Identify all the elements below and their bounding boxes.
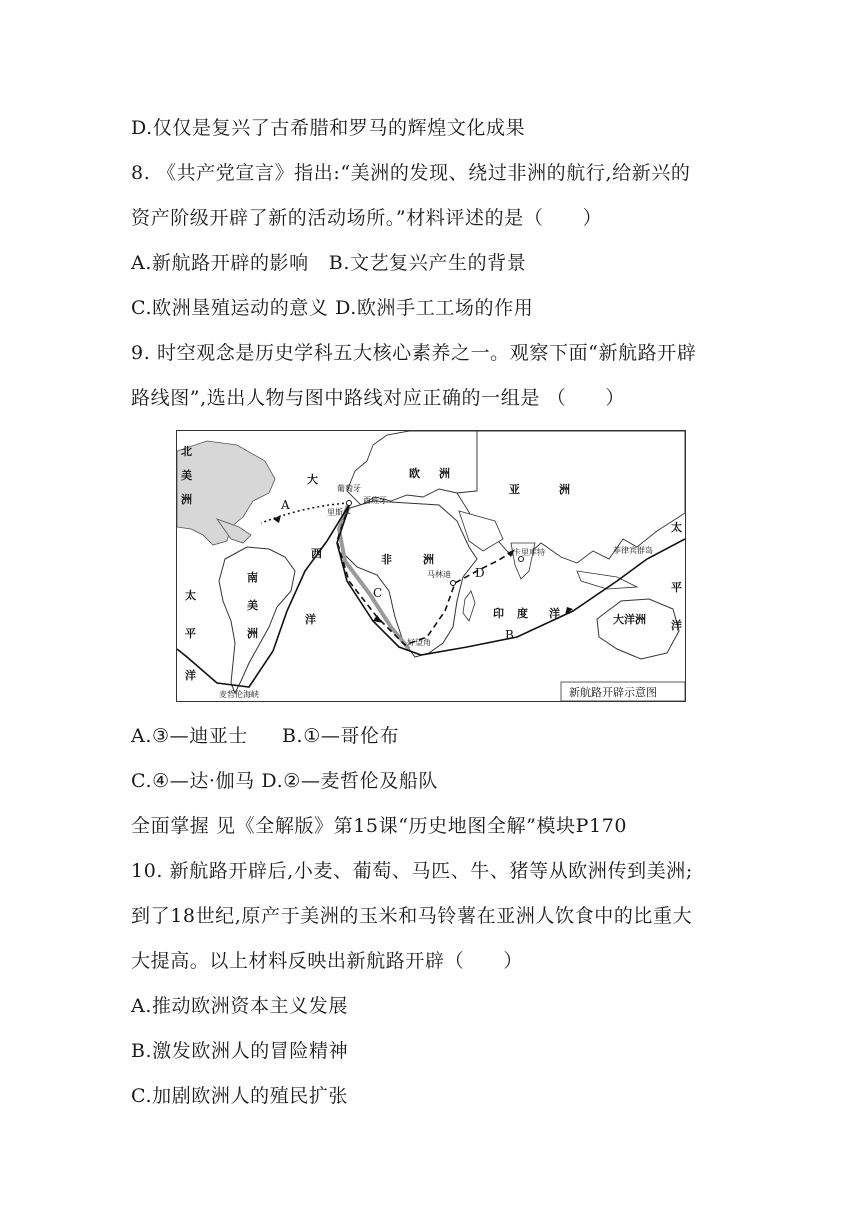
label-atlantic-1: 大 [307,473,318,486]
label-pacific-west-1: 太 [185,589,196,602]
question-8-options-cd: C.欧洲垦殖运动的意义 D.欧洲手工工场的作用 [131,297,534,319]
label-route-c: C [373,586,383,600]
route-map-figure [176,430,686,702]
label-atlantic-3: 洋 [305,613,316,626]
lisbon-marker [347,501,352,506]
label-europe-2: 洲 [439,467,450,480]
label-pacific-west-2: 平 [185,627,196,640]
label-malindi: 马林迪 [427,570,451,579]
label-magellan-strait: 麦哲伦海峡 [219,690,259,699]
label-africa-2: 洲 [423,553,434,566]
question-10-line-2: 到了18世纪,原产于美洲的玉米和马铃薯在亚洲人饮食中的比重大 [131,905,693,927]
label-pacific-east-1: 太 [671,521,682,534]
label-cape: 好望角 [407,638,431,647]
label-calicut: 卡里库特 [513,548,545,557]
label-indian-3: 洋 [549,607,560,620]
map-caption: 新航路开辟示意图 [569,686,657,699]
q9-option-a: A.③—迪亚士 [131,725,248,747]
label-philippines: 菲律宾群岛 [613,546,653,555]
label-south-america-2: 美 [247,599,258,612]
label-oceania: 大洋洲 [613,613,646,626]
reference-note: 全面掌握 见《全解版》第15课“历史地图全解”模块P170 [131,815,628,837]
label-atlantic-2: 西 [311,547,322,560]
label-spain: 西班牙 [363,496,387,505]
label-asia-2: 洲 [559,483,570,496]
label-route-d: D [475,566,485,580]
label-north-america-3: 洲 [181,493,192,506]
label-portugal: 葡萄牙 [337,484,361,493]
q10-option-a: A.推动欧洲资本主义发展 [131,995,348,1017]
label-north-america-1: 北 [181,445,192,458]
route-map-svg [177,431,685,701]
q10-option-c: C.加剧欧洲人的殖民扩张 [131,1085,349,1107]
q8-option-b: B.文艺复兴产生的背景 [328,252,527,274]
question-9-line-2: 路线图”,选出人物与图中路线对应正确的一组是 （ ） [131,387,625,409]
question-8-line-2: 资产阶级开辟了新的活动场所。”材料评述的是（ ） [131,207,603,229]
question-9-options-cd: C.④—达·伽马 D.②—麦哲伦及船队 [131,770,439,792]
calicut-marker [519,557,524,562]
label-indian-1: 印 [493,607,504,620]
label-indian-2: 度 [517,607,528,620]
label-south-america-3: 洲 [247,627,258,640]
question-8-options-ab [131,251,526,275]
label-route-b: B [505,628,514,642]
q8-option-a: A.新航路开辟的影响 [131,252,309,274]
malindi-marker [451,581,456,586]
label-south-america-1: 南 [247,571,258,584]
australia-shape [597,599,679,659]
q9-option-b: B.①—哥伦布 [282,725,400,747]
label-north-america-2: 美 [181,469,192,482]
label-pacific-west-3: 洋 [185,669,196,682]
question-9-line-1: 9. 时空观念是历史学科五大核心素养之一。观察下面“新航路开辟 [131,342,697,364]
label-lisbon: 里斯本 [327,508,351,517]
question-9-options-ab [131,724,399,748]
label-africa-1: 非 [381,553,392,566]
question-10-line-1: 10. 新航路开辟后,小麦、葡萄、马匹、牛、猪等从欧洲传到美洲; [131,860,693,882]
label-pacific-east-2: 平 [671,581,682,594]
question-10-line-3: 大提高。以上材料反映出新航路开辟（ ） [131,950,524,972]
question-8-line-1: 8. 《共产党宣言》指出:“美洲的发现、绕过非洲的航行,给新兴的 [131,162,691,184]
label-asia-1: 亚 [509,483,520,496]
madagascar-shape [463,591,475,621]
option-d-prev: D.仅仅是复兴了古希腊和罗马的辉煌文化成果 [131,117,526,139]
q10-option-b: B.激发欧洲人的冒险精神 [131,1040,349,1062]
label-europe-1: 欧 [409,467,420,480]
label-pacific-east-3: 洋 [671,619,682,632]
arrow-icon [273,515,281,523]
label-route-a: A [281,498,290,512]
